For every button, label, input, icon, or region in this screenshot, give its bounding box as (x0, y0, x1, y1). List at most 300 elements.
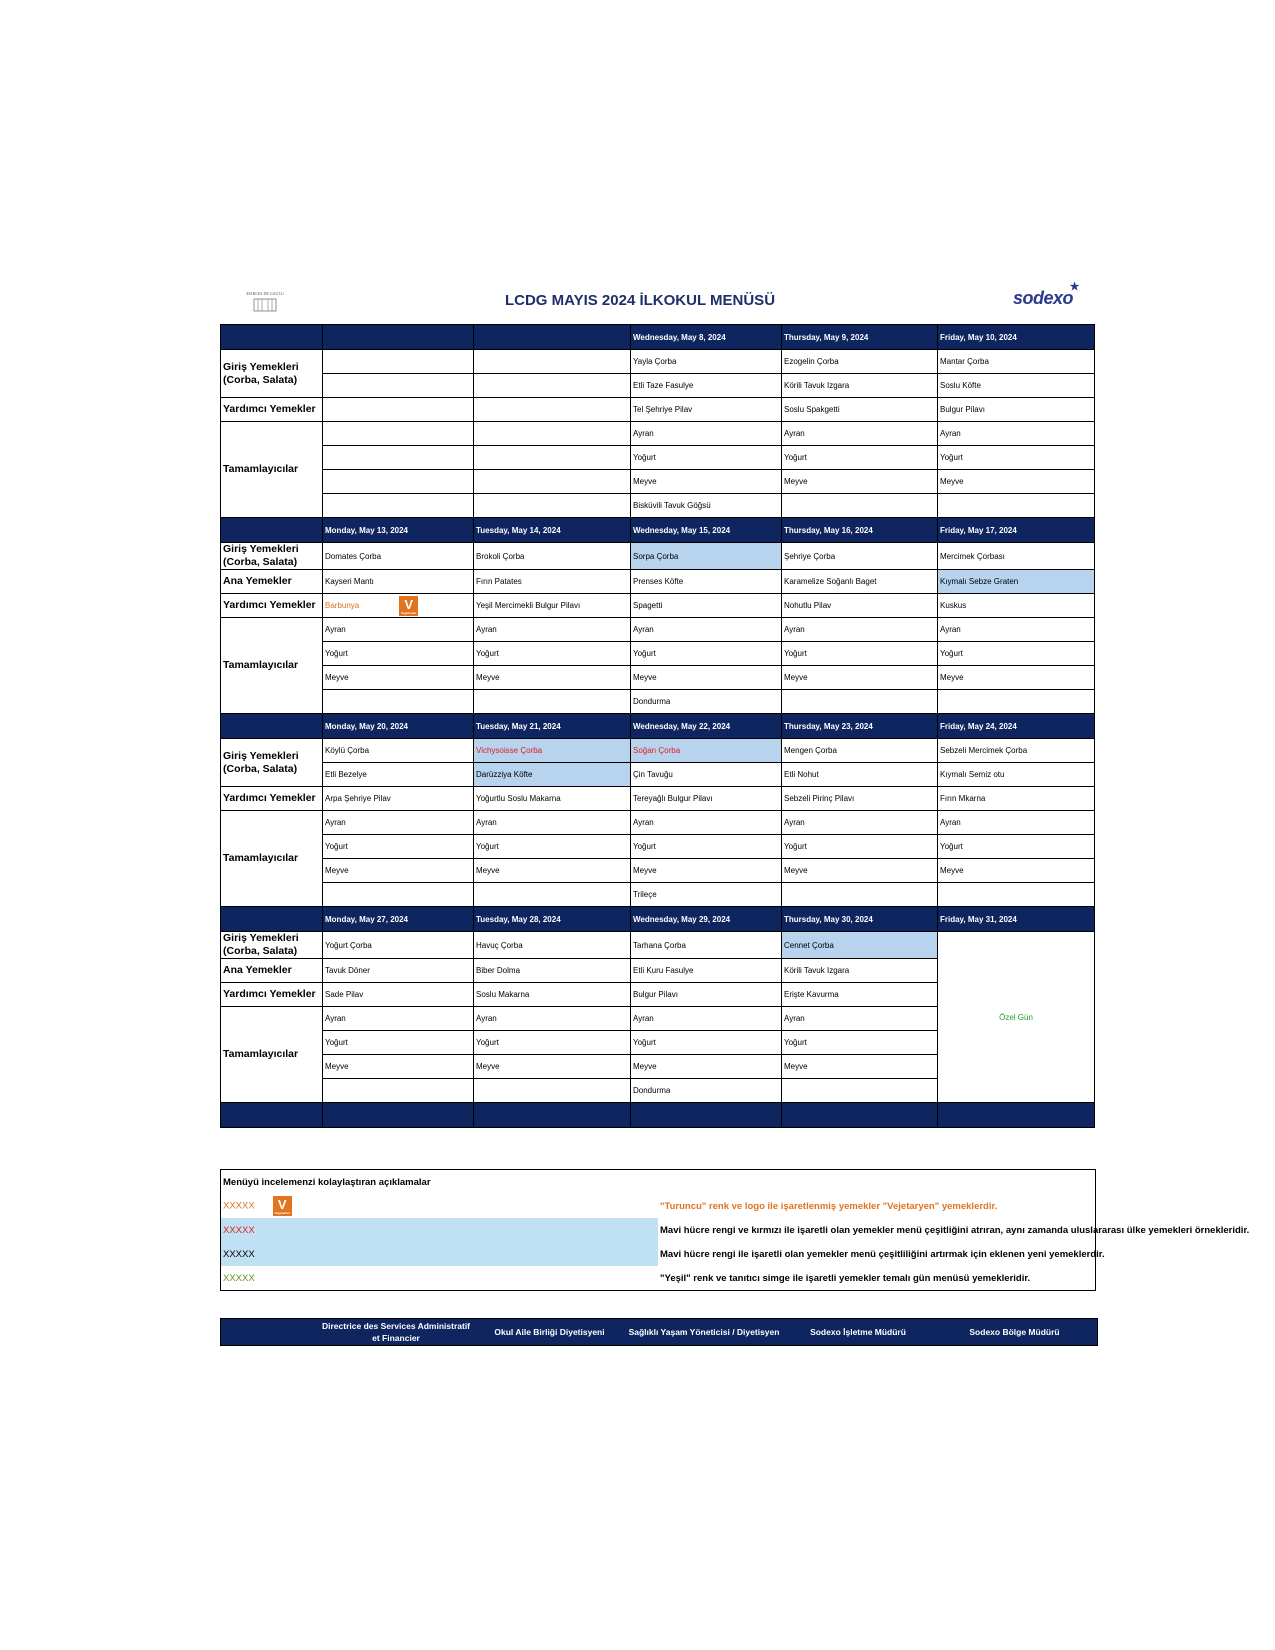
footer-row (221, 1103, 1095, 1128)
menu-cell (323, 422, 474, 446)
legend-item (221, 1242, 1096, 1266)
menu-row (221, 666, 1095, 690)
legend-text: Mavi hücre rengi ile işaretli olan yemekler menü çeşitliliğini artırmak için eklenen yeni yemeklerdir. (660, 1248, 1105, 1260)
menu-cell (631, 422, 782, 446)
category-label: Yardımcı Yemekler (221, 787, 323, 811)
header-corner-cell (221, 907, 323, 932)
dish-name: Ayran (476, 1014, 497, 1023)
menu-cell (323, 739, 474, 763)
menu-cell (323, 883, 474, 907)
star-icon: ★ (1069, 281, 1080, 293)
menu-row (221, 763, 1095, 787)
dish-name: Meyve (476, 673, 500, 682)
menu-cell (474, 835, 631, 859)
menu-cell (631, 1007, 782, 1031)
menu-row (221, 470, 1095, 494)
legend-key (221, 1194, 659, 1218)
menu-cell (474, 1055, 631, 1079)
dish-name: Karamelize Soğanlı Baget (784, 577, 877, 586)
signature-directrice: Directrice des Services Administratif et Financier (321, 1321, 471, 1343)
category-label: Tamamlayıcılar (221, 1007, 323, 1103)
menu-cell (782, 787, 938, 811)
menu-cell (782, 570, 938, 594)
special-day-cell (938, 932, 1095, 1103)
menu-cell (474, 1031, 631, 1055)
signature-regional-manager: Sodexo Bölge Müdürü (969, 1327, 1060, 1337)
menu-cell (323, 811, 474, 835)
menu-cell (474, 470, 631, 494)
dish-name: Sorpa Çorba (633, 551, 679, 561)
menu-cell (782, 422, 938, 446)
menu-cell (782, 374, 938, 398)
menu-cell (938, 811, 1095, 835)
footer-cell (631, 1103, 782, 1128)
dish-name: Yoğurt (325, 1038, 348, 1047)
dish-name: Meyve (633, 477, 657, 486)
menu-cell (938, 350, 1095, 374)
day-header: Tuesday, May 28, 2024 (474, 907, 631, 932)
menu-cell (782, 1031, 938, 1055)
dish-name: Yoğurt (633, 842, 656, 851)
dish-name: Tereyağlı Bulgur Pilavı (633, 794, 713, 803)
dish-name: Meyve (784, 477, 808, 486)
legend-key (221, 1218, 659, 1242)
menu-cell (782, 835, 938, 859)
menu-cell (474, 959, 631, 983)
dish-name: Ayran (325, 1014, 346, 1023)
dish-name: Yoğurtlu Soslu Makarna (476, 794, 561, 803)
menu-cell (474, 1007, 631, 1031)
dish-name: Kayseri Mantı (325, 577, 374, 586)
dish-name: Meyve (325, 1062, 349, 1071)
dish-name: Tel Şehriye Pilav (633, 405, 693, 414)
dish-name: Meyve (940, 673, 964, 682)
day-header: Monday, May 13, 2024 (323, 518, 474, 543)
menu-cell (323, 543, 474, 570)
dish-name: Körili Tavuk Izgara (784, 381, 850, 390)
footer-cell (782, 1103, 938, 1128)
dish-name: Yeşil Mercimekli Bulgur Pilavı (476, 601, 581, 610)
school-logo (246, 286, 284, 316)
menu-cell (474, 739, 631, 763)
dish-name: Soslu Spakgetti (784, 405, 840, 414)
dish-name: Etli Taze Fasulye (633, 381, 694, 390)
menu-cell (938, 543, 1095, 570)
menu-cell (782, 739, 938, 763)
day-header: Wednesday, May 22, 2024 (631, 714, 782, 739)
footer-cell (474, 1103, 631, 1128)
menu-cell (474, 690, 631, 714)
menu-cell (631, 642, 782, 666)
menu-cell (938, 422, 1095, 446)
vegetarian-icon-letter: V (277, 1197, 287, 1212)
menu-cell (782, 666, 938, 690)
menu-cell (323, 470, 474, 494)
dish-name: Meyve (476, 1062, 500, 1071)
menu-cell (474, 494, 631, 518)
dish-name: Ayran (476, 818, 497, 827)
dish-name: Bulgur Pilavı (633, 990, 678, 999)
menu-row (221, 374, 1095, 398)
header-corner-cell (221, 518, 323, 543)
menu-cell (938, 494, 1095, 518)
dish-name: Meyve (784, 866, 808, 875)
menu-cell (474, 811, 631, 835)
dish-name: Ayran (784, 429, 805, 438)
menu-row (221, 570, 1095, 594)
menu-cell (474, 398, 631, 422)
menu-cell (323, 959, 474, 983)
menu-cell (474, 859, 631, 883)
menu-cell (323, 618, 474, 642)
menu-cell (938, 594, 1095, 618)
dish-name: Meyve (325, 866, 349, 875)
menu-cell (323, 859, 474, 883)
menu-cell (323, 835, 474, 859)
menu-cell (938, 666, 1095, 690)
menu-cell (631, 787, 782, 811)
dish-name: Meyve (940, 866, 964, 875)
menu-cell (323, 594, 474, 618)
day-header: Thursday, May 23, 2024 (782, 714, 938, 739)
vegetarian-icon-letter: V (404, 596, 414, 612)
legend-key-text: XXXXX (223, 1272, 255, 1284)
menu-row (221, 594, 1095, 618)
category-label: Giriş Yemekleri (Corba, Salata) (221, 932, 323, 959)
dish-name: Yoğurt (476, 649, 499, 658)
menu-cell (474, 446, 631, 470)
dish-name: Yoğurt (633, 1038, 656, 1047)
legend-title: Menüyü incelemenzi kolaylaştıran açıklamalar (223, 1176, 431, 1188)
dish-name: Cennet Çorba (784, 940, 834, 950)
dish-name: Yoğurt (940, 453, 963, 462)
legend-text: Mavi hücre rengi ve kırmızı ile işaretli olan yemekler menü çeşitliğini atrıran, aynı zamanda uluslararası ülke yemekleri örnekleridir. (660, 1224, 1250, 1236)
legend-key (221, 1242, 659, 1266)
signature-bar (220, 1318, 1098, 1346)
dish-name: Meyve (325, 673, 349, 682)
week-header-row (221, 714, 1095, 739)
menu-cell (474, 570, 631, 594)
dish-name: Ayran (940, 625, 961, 634)
dish-name: Mercimek Çorbası (940, 551, 1005, 561)
menu-cell (631, 739, 782, 763)
dish-name: Ayran (633, 818, 654, 827)
day-header: Monday, May 27, 2024 (323, 907, 474, 932)
dish-name: Yoğurt (476, 842, 499, 851)
day-header: Tuesday, May 21, 2024 (474, 714, 631, 739)
category-label: Tamamlayıcılar (221, 811, 323, 907)
day-header (474, 325, 631, 350)
header-corner-cell (221, 325, 323, 350)
category-label: Tamamlayıcılar (221, 618, 323, 714)
menu-row (221, 543, 1095, 570)
dish-name: Meyve (784, 1062, 808, 1071)
menu-cell (631, 1079, 782, 1103)
menu-row (221, 618, 1095, 642)
dish-name: Yoğurt (940, 649, 963, 658)
menu-cell (631, 374, 782, 398)
menu-cell (938, 618, 1095, 642)
menu-cell (631, 690, 782, 714)
dish-name: Ayran (784, 1014, 805, 1023)
dish-name: Ayran (633, 1014, 654, 1023)
menu-cell (938, 446, 1095, 470)
menu-cell (631, 983, 782, 1007)
school-logo-text: CHARLES DE GAULLE (246, 291, 284, 296)
menu-cell (782, 859, 938, 883)
menu-row (221, 883, 1095, 907)
menu-cell (323, 690, 474, 714)
legend-key-text: XXXXX (223, 1200, 255, 1212)
menu-cell (474, 350, 631, 374)
dish-name: Etli Kuru Fasulye (633, 966, 694, 975)
category-label: Giriş Yemekleri (Corba, Salata) (221, 350, 323, 398)
menu-cell (782, 494, 938, 518)
dish-name: Ayran (633, 429, 654, 438)
dish-name: Bisküvili Tavuk Göğsü (633, 501, 711, 510)
menu-cell (323, 350, 474, 374)
menu-cell (631, 666, 782, 690)
legend-text: "Turuncu" renk ve logo ile işaretlenmiş yemekler "Vejetaryen" yemeklerdir. (660, 1200, 998, 1212)
vegetarian-icon (399, 596, 418, 616)
day-header: Wednesday, May 29, 2024 (631, 907, 782, 932)
menu-row (221, 932, 1095, 959)
menu-cell (782, 690, 938, 714)
menu-row (221, 811, 1095, 835)
menu-row (221, 350, 1095, 374)
menu-cell (631, 811, 782, 835)
menu-row (221, 422, 1095, 446)
menu-cell (631, 1055, 782, 1079)
menu-cell (323, 1079, 474, 1103)
dish-name: Yoğurt (784, 453, 807, 462)
menu-row (221, 787, 1095, 811)
menu-cell (474, 983, 631, 1007)
menu-cell (474, 642, 631, 666)
menu-cell (474, 883, 631, 907)
sodexo-logo (1013, 281, 1080, 309)
menu-cell (938, 398, 1095, 422)
dish-name: Brokoli Çorba (476, 551, 525, 561)
menu-cell (938, 690, 1095, 714)
category-label: Yardımcı Yemekler (221, 983, 323, 1007)
dish-name: Yoğurt Çorba (325, 940, 372, 950)
menu-cell (782, 883, 938, 907)
dish-name: Meyve (633, 673, 657, 682)
menu-cell (631, 859, 782, 883)
dish-name: Meyve (476, 866, 500, 875)
dish-name: Köylü Çorba (325, 746, 370, 755)
menu-cell (782, 983, 938, 1007)
day-header: Friday, May 31, 2024 (938, 907, 1095, 932)
menu-cell (782, 763, 938, 787)
signature-dietitian: Okul Aile Birliği Diyetisyeni (494, 1327, 605, 1337)
menu-cell (474, 543, 631, 570)
menu-cell (631, 883, 782, 907)
dish-name: Şehriye Çorba (784, 551, 836, 561)
dish-name: Ayran (633, 625, 654, 634)
menu-cell (631, 763, 782, 787)
dish-name: Darüzziya Köfte (476, 770, 533, 779)
dish-name: Arpa Şehriye Pilav (325, 794, 391, 803)
category-label: Ana Yemekler (221, 959, 323, 983)
day-header: Wednesday, May 8, 2024 (631, 325, 782, 350)
day-header: Wednesday, May 15, 2024 (631, 518, 782, 543)
day-header: Tuesday, May 14, 2024 (474, 518, 631, 543)
sodexo-brand-text: sodexo (1013, 288, 1074, 308)
day-header: Thursday, May 30, 2024 (782, 907, 938, 932)
menu-cell (938, 787, 1095, 811)
menu-cell (782, 932, 938, 959)
dish-name: Çin Tavuğu (633, 770, 673, 779)
legend-key-text: XXXXX (223, 1224, 255, 1236)
menu-cell (474, 374, 631, 398)
dish-name: Kuskus (940, 601, 967, 610)
menu-cell (323, 1031, 474, 1055)
menu-cell (782, 470, 938, 494)
dish-name: Yayla Çorba (633, 357, 677, 366)
dish-name: Etli Nohut (784, 770, 819, 779)
dish-name: Dondurma (633, 1086, 671, 1095)
dish-name: Mengen Çorba (784, 746, 837, 755)
menu-cell (323, 666, 474, 690)
vegetarian-icon (273, 1196, 292, 1216)
dish-name: Yoğurt (325, 649, 348, 658)
menu-cell (631, 835, 782, 859)
category-label: Giriş Yemekleri (Corba, Salata) (221, 739, 323, 787)
menu-cell (938, 859, 1095, 883)
menu-cell (474, 763, 631, 787)
menu-cell (631, 1031, 782, 1055)
menu-row (221, 398, 1095, 422)
menu-cell (631, 350, 782, 374)
menu-cell (323, 570, 474, 594)
legend-box (220, 1169, 1250, 1291)
dish-name: Trileçe (633, 890, 657, 899)
dish-name: Meyve (633, 866, 657, 875)
menu-cell (474, 618, 631, 642)
dish-name: Meyve (633, 1062, 657, 1071)
dish-name: Dondurma (633, 697, 671, 706)
dish-name: Ayran (940, 429, 961, 438)
menu-row (221, 446, 1095, 470)
menu-cell (474, 932, 631, 959)
dish-name: Ayran (784, 625, 805, 634)
dish-name: Bulgur Pilavı (940, 405, 985, 414)
dish-name: Tarhana Çorba (633, 940, 686, 950)
menu-cell (631, 470, 782, 494)
dish-name: Yoğurt (784, 649, 807, 658)
legend-item (221, 1194, 1096, 1218)
dish-name: Vichysoisse Çorba (476, 746, 543, 755)
menu-cell (631, 618, 782, 642)
menu-row (221, 739, 1095, 763)
dish-name: Etli Bezelye (325, 770, 367, 779)
day-header (323, 325, 474, 350)
menu-cell (323, 787, 474, 811)
menu-cell (631, 570, 782, 594)
week-header-row (221, 325, 1095, 350)
menu-cell (323, 374, 474, 398)
menu-cell (631, 959, 782, 983)
menu-cell (938, 570, 1095, 594)
menu-cell (474, 594, 631, 618)
legend-key-text: XXXXX (223, 1248, 255, 1260)
day-header: Thursday, May 9, 2024 (782, 325, 938, 350)
dish-name: Yoğurt (325, 842, 348, 851)
dish-name: Soslu Köfte (940, 381, 981, 390)
menu-cell (323, 983, 474, 1007)
dish-name: Yoğurt (784, 842, 807, 851)
menu-cell (782, 1055, 938, 1079)
menu-cell (782, 543, 938, 570)
menu-row (221, 494, 1095, 518)
day-header: Friday, May 17, 2024 (938, 518, 1095, 543)
menu-cell (938, 470, 1095, 494)
menu-cell (323, 398, 474, 422)
dish-name: Havuç Çorba (476, 940, 523, 950)
dish-name: Soslu Makarna (476, 990, 530, 999)
menu-cell (323, 494, 474, 518)
menu-cell (782, 811, 938, 835)
menu-cell (631, 543, 782, 570)
dish-name: Sade Pilav (325, 990, 364, 999)
dish-name: Meyve (940, 477, 964, 486)
dish-name: Ayran (784, 818, 805, 827)
menu-cell (474, 422, 631, 446)
legend-item (221, 1266, 1096, 1291)
menu-cell (938, 739, 1095, 763)
footer-cell (323, 1103, 474, 1128)
dish-name: Yoğurt (784, 1038, 807, 1047)
menu-table (220, 324, 1095, 1128)
category-label: Tamamlayıcılar (221, 422, 323, 518)
vegetarian-icon-caption: Vegetarian (274, 1211, 290, 1215)
signature-health-manager: Sağlıklı Yaşam Yöneticisi / Diyetisyen (628, 1327, 780, 1337)
dish-name: Nohutlu Pilav (784, 601, 832, 610)
menu-cell (938, 374, 1095, 398)
category-label: Ana Yemekler (221, 570, 323, 594)
menu-cell (631, 494, 782, 518)
menu-cell (323, 1007, 474, 1031)
menu-cell (631, 398, 782, 422)
menu-cell (323, 1055, 474, 1079)
menu-cell (938, 883, 1095, 907)
dish-name: Prenses Köfte (633, 577, 684, 586)
menu-cell (474, 1079, 631, 1103)
dish-name: Soğan Çorba (633, 746, 681, 755)
day-header: Thursday, May 16, 2024 (782, 518, 938, 543)
header-corner-cell (221, 714, 323, 739)
dish-name: Fırın Patates (476, 577, 522, 586)
dish-name: Yoğurt (940, 842, 963, 851)
dish-name: Ayran (940, 818, 961, 827)
day-header: Monday, May 20, 2024 (323, 714, 474, 739)
dish-name: Barbunya (325, 600, 360, 610)
week-header-row (221, 518, 1095, 543)
menu-cell (938, 835, 1095, 859)
dish-name: Ayran (325, 625, 346, 634)
dish-name: Domates Çorba (325, 551, 382, 561)
menu-cell (474, 666, 631, 690)
menu-cell (782, 1079, 938, 1103)
menu-row (221, 835, 1095, 859)
dish-name: Sebzeli Pirinç Pilavı (784, 794, 855, 803)
menu-cell (631, 932, 782, 959)
signature-site-manager: Sodexo İşletme Müdürü (810, 1327, 906, 1337)
dish-name: Kıymalı Sebze Graten (940, 577, 1019, 586)
dish-name: Ayran (476, 625, 497, 634)
